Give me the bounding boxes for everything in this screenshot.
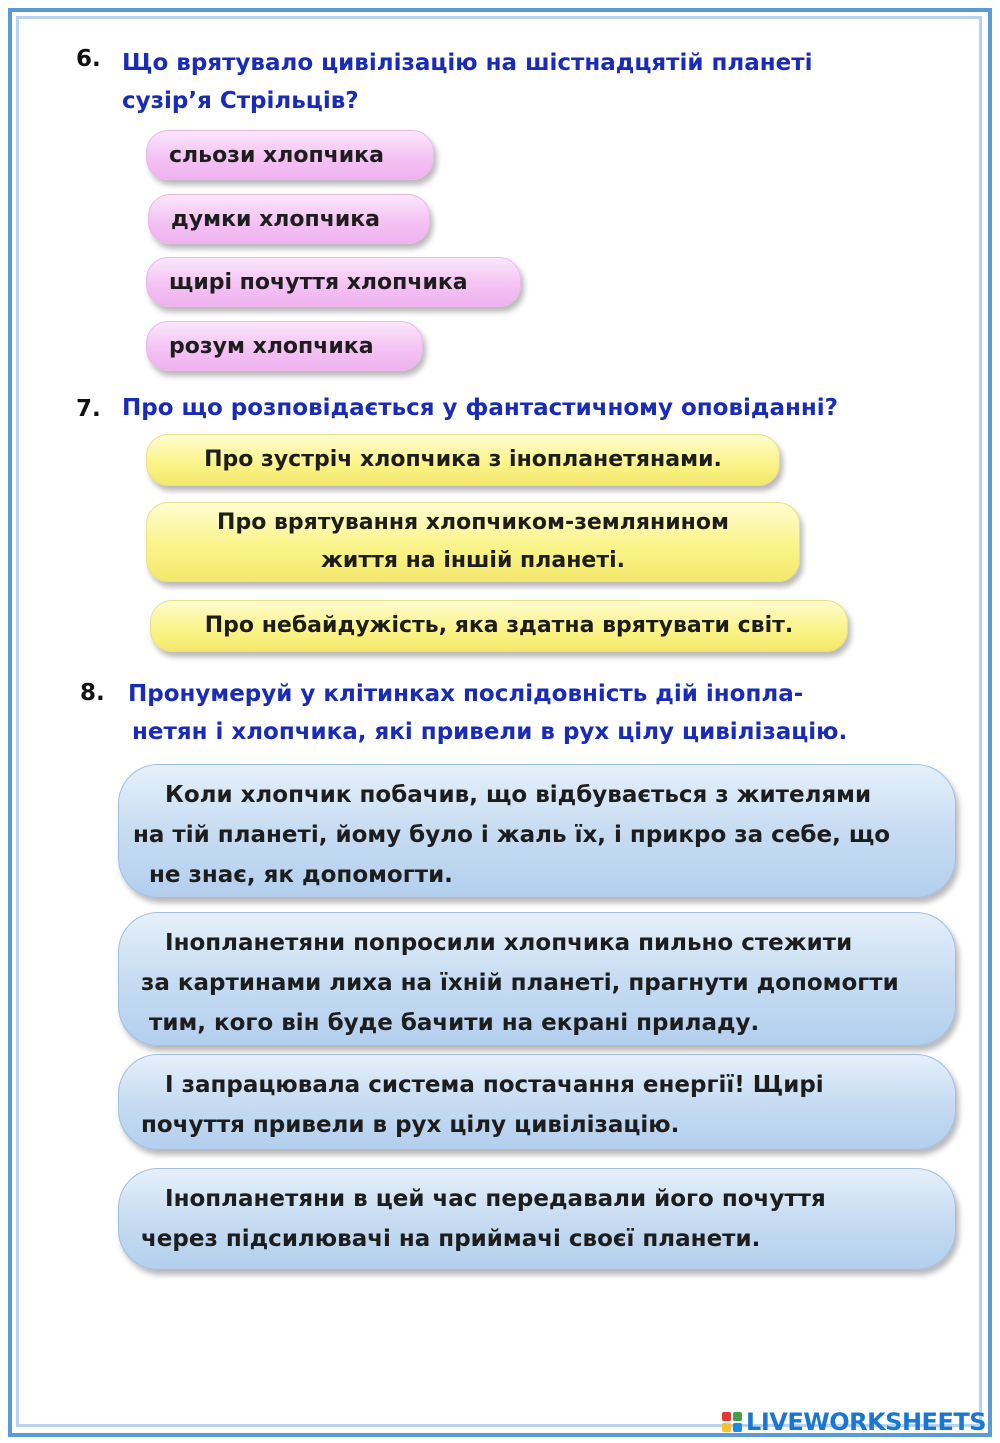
question-8-line-2: нетян і хлопчика, які привели в рух цілу цивілізацію. bbox=[132, 719, 848, 745]
q8-card-line-2: за картинами лиха на їхній планеті, прагнути допомогти bbox=[133, 970, 899, 996]
question-6-line-1: Що врятувало цивілізацію на шістнадцятій планеті bbox=[122, 50, 813, 76]
liveworksheets-logo-text: LIVEWORKSHEETS bbox=[746, 1408, 986, 1436]
q6-option-label: думки хлопчика bbox=[171, 206, 381, 232]
question-8-text bbox=[128, 675, 847, 751]
question-7-text bbox=[122, 389, 838, 427]
q8-card-line-1: Інопланетяни в цей час передавали його почуття bbox=[133, 1186, 826, 1212]
q7-option-meeting[interactable] bbox=[146, 434, 780, 486]
q8-card-line-3: не знає, як допомогти. bbox=[133, 862, 453, 888]
question-6-text bbox=[122, 44, 812, 120]
q8-card-text bbox=[133, 1065, 824, 1145]
q7-option-label: Про зустріч хлопчика з інопланетянами. bbox=[204, 447, 722, 472]
q6-option-label: сльози хлопчика bbox=[169, 142, 384, 168]
q6-option-label: щирі почуття хлопчика bbox=[169, 269, 468, 295]
q8-card-line-3: тим, кого він буде бачити на екрані приладу. bbox=[133, 1010, 760, 1036]
q7-option-label: Про небайдужість, яка здатна врятувати світ. bbox=[204, 613, 794, 638]
q7-option-label-line-2: життя на іншій планеті. bbox=[321, 548, 625, 573]
q8-card-line-1: І запрацювала система постачання енергії! Щирі bbox=[133, 1072, 824, 1098]
q8-card-aliens-transmitted bbox=[118, 1168, 956, 1270]
question-8-number: 8. bbox=[80, 680, 105, 706]
q8-card-line-1: Інопланетяни попросили хлопчика пильно стежити bbox=[133, 930, 853, 956]
q6-option-label: розум хлопчика bbox=[169, 333, 374, 359]
question-8-line-1: Пронумеруй у клітинках послідовність дій інопла- bbox=[128, 681, 804, 707]
q8-card-line-2: почуття привели в рух цілу цивілізацію. bbox=[133, 1112, 680, 1138]
q6-option-thoughts[interactable] bbox=[148, 194, 430, 244]
q6-option-mind[interactable] bbox=[146, 321, 423, 371]
q7-option-compassion[interactable] bbox=[150, 600, 848, 652]
question-7-number: 7. bbox=[76, 396, 101, 422]
q8-card-line-2: на тій планеті, йому було і жаль їх, і прикро за себе, що bbox=[133, 822, 891, 848]
q7-option-label-line-1: Про врятування хлопчиком-землянином bbox=[217, 510, 729, 535]
q6-option-sincere-feelings[interactable] bbox=[146, 257, 521, 307]
liveworksheets-logo bbox=[722, 1407, 986, 1437]
q8-card-text bbox=[133, 923, 899, 1043]
liveworksheets-logo-icon bbox=[722, 1412, 742, 1432]
q8-card-line-2: через підсилювачі на приймачі своєї планети. bbox=[133, 1226, 761, 1252]
q8-card-text bbox=[133, 1179, 826, 1259]
q8-card-line-1: Коли хлопчик побачив, що відбувається з жителями bbox=[133, 782, 872, 808]
question-6-number: 6. bbox=[76, 46, 101, 72]
q8-card-text bbox=[133, 775, 890, 895]
question-7-line-1: Про що розповідається у фантастичному оповіданні? bbox=[122, 395, 839, 421]
q8-card-energy-system bbox=[118, 1054, 956, 1150]
q8-card-aliens-asked bbox=[118, 912, 956, 1046]
q6-option-tears[interactable] bbox=[146, 130, 434, 180]
q7-option-rescue[interactable] bbox=[146, 502, 800, 582]
q8-card-boy-saw bbox=[118, 764, 956, 898]
question-6-line-2: сузір’я Стрільців? bbox=[122, 88, 359, 114]
